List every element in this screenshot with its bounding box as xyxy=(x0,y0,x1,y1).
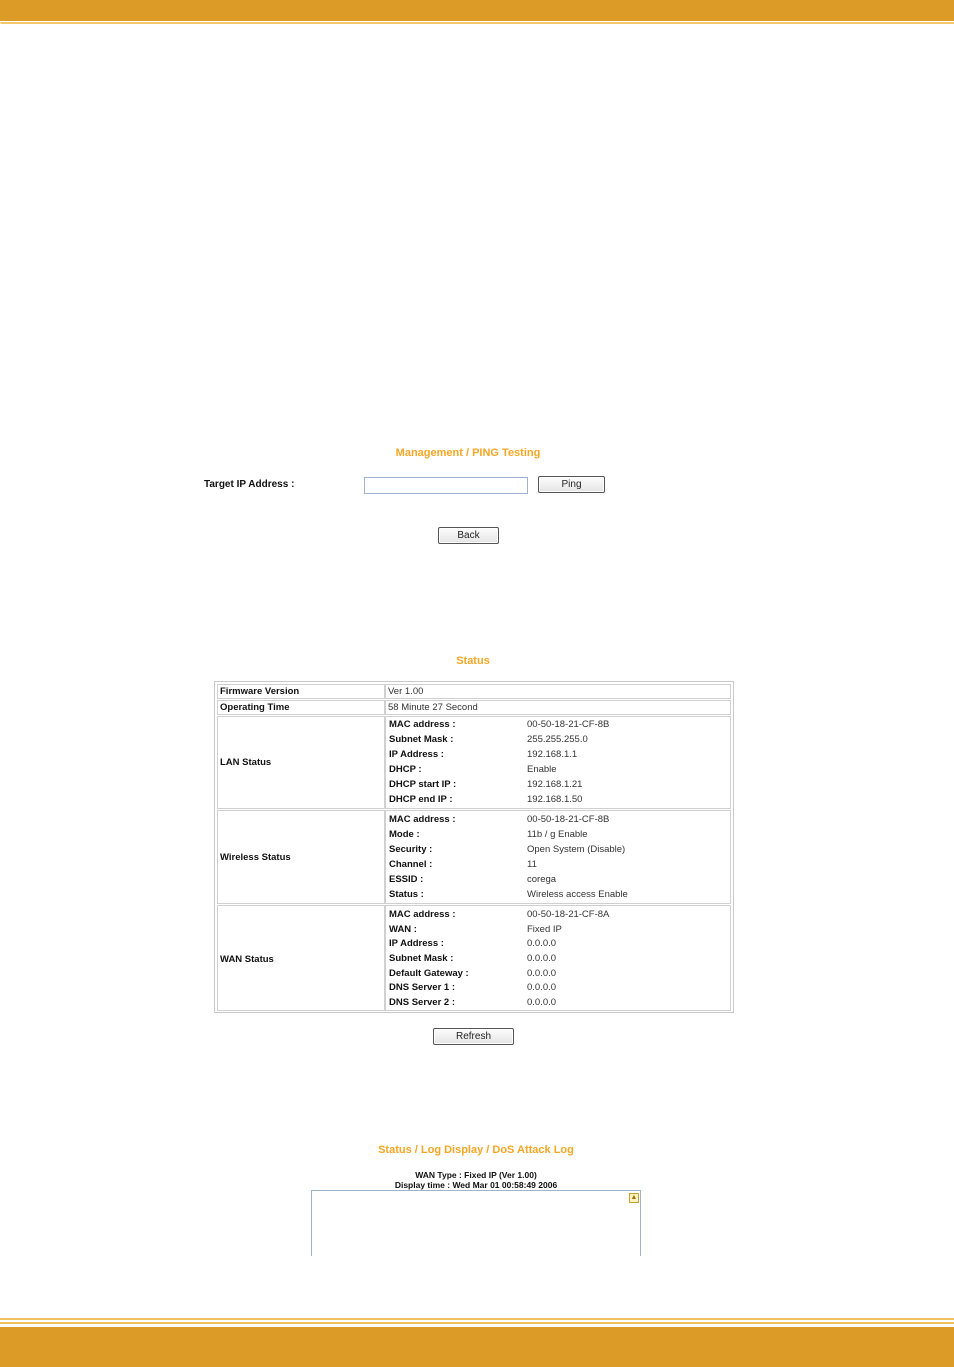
optime-label: Operating Time xyxy=(220,702,290,713)
bottom-band-line xyxy=(0,1322,954,1324)
list-item: DNS Server 1 : 0.0.0.0 xyxy=(389,982,557,993)
firmware-value: Ver 1.00 xyxy=(388,686,424,697)
list-item: MAC address : 00-50-18-21-CF-8A xyxy=(389,909,610,920)
list-item: Mode : 11b / g Enable xyxy=(389,829,588,840)
list-item: DHCP end IP : 192.168.1.50 xyxy=(389,794,583,805)
list-item: Subnet Mask : 255.255.255.0 xyxy=(389,734,588,745)
table-row-wan xyxy=(217,905,731,1011)
list-item: Security : Open System (Disable) xyxy=(389,844,626,855)
scroll-up-icon[interactable]: ▲ xyxy=(630,1194,638,1201)
list-item: DHCP : Enable xyxy=(389,764,557,775)
log-textarea[interactable] xyxy=(311,1190,641,1256)
list-item: MAC address : 00-50-18-21-CF-8B xyxy=(389,814,610,825)
wan-status-label: WAN Status xyxy=(220,954,274,965)
status-title: Status xyxy=(456,655,490,667)
log-title: Status / Log Display / DoS Attack Log xyxy=(378,1144,574,1156)
target-ip-input[interactable] xyxy=(364,477,528,494)
optime-value: 58 Minute 27 Second xyxy=(388,702,478,713)
list-item: Status : Wireless access Enable xyxy=(389,889,628,900)
wireless-status-label: Wireless Status xyxy=(220,852,291,863)
refresh-button[interactable]: Refresh xyxy=(433,1028,514,1045)
back-button[interactable]: Back xyxy=(438,527,499,544)
list-item: Channel : 11 xyxy=(389,859,537,870)
ping-title: Management / PING Testing xyxy=(395,447,541,459)
firmware-label: Firmware Version xyxy=(220,686,300,697)
list-item: IP Address : 192.168.1.1 xyxy=(389,749,578,760)
top-band-line xyxy=(0,22,954,24)
table-row-wireless xyxy=(217,810,731,904)
wan-type-text: WAN Type : Fixed IP (Ver 1.00) xyxy=(415,1170,537,1180)
status-table xyxy=(214,681,734,1013)
list-item: Default Gateway : 0.0.0.0 xyxy=(389,968,557,979)
ping-button[interactable]: Ping xyxy=(538,476,605,493)
bottom-band xyxy=(0,1327,954,1367)
table-row-lan xyxy=(217,716,731,809)
table-row-optime xyxy=(217,700,731,715)
list-item: ESSID : corega xyxy=(389,874,557,885)
list-item: WAN : Fixed IP xyxy=(389,924,562,935)
table-row-firmware xyxy=(217,684,731,699)
display-time-text: Display time : Wed Mar 01 00:58:49 2006 xyxy=(394,1180,558,1190)
list-item: DNS Server 2 : 0.0.0.0 xyxy=(389,997,557,1008)
list-item: IP Address : 0.0.0.0 xyxy=(389,938,557,949)
top-band xyxy=(0,0,954,21)
target-ip-label: Target IP Address : xyxy=(204,479,295,490)
list-item: Subnet Mask : 0.0.0.0 xyxy=(389,953,557,964)
bottom-band-line xyxy=(0,1318,954,1320)
list-item: DHCP start IP : 192.168.1.21 xyxy=(389,779,583,790)
lan-status-label: LAN Status xyxy=(220,757,272,768)
list-item: MAC address : 00-50-18-21-CF-8B xyxy=(389,719,610,730)
